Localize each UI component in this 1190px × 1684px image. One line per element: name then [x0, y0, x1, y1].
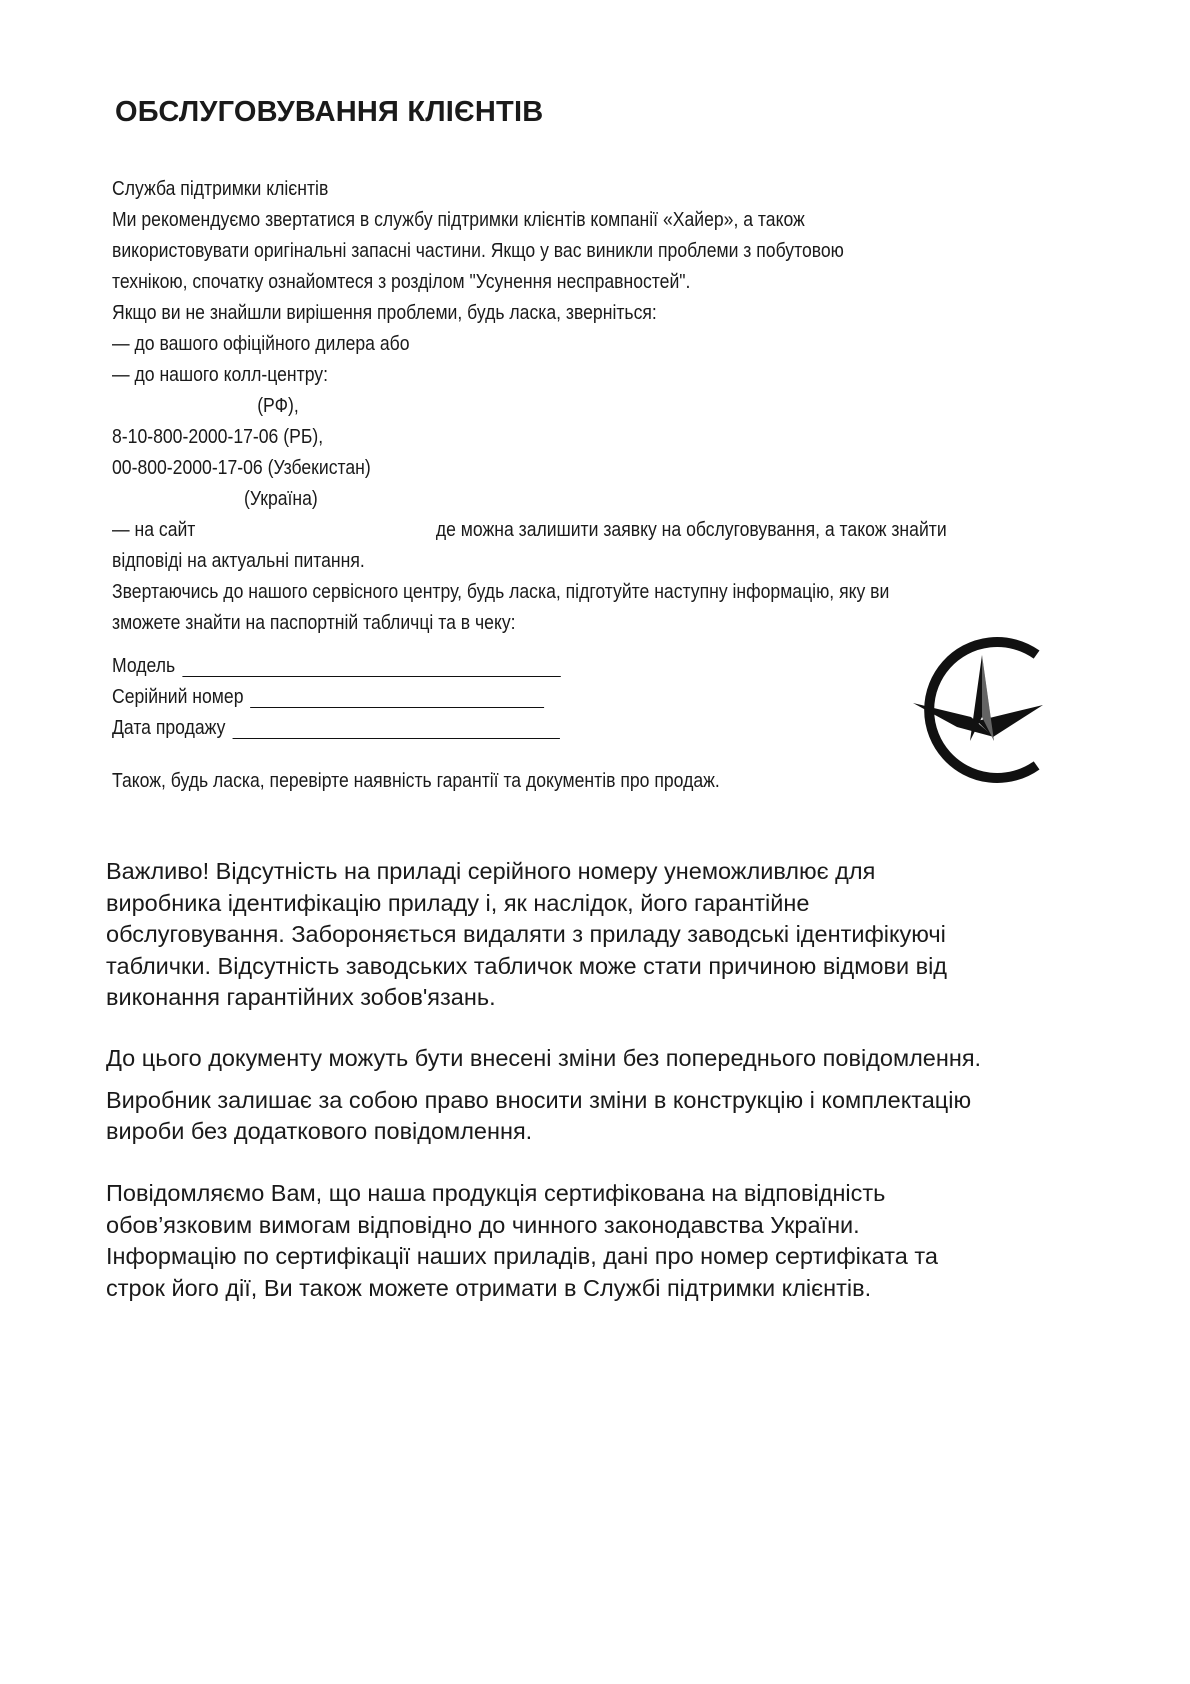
important-line: таблички. Відсутність заводських табличок може стати причиною відмови від [106, 952, 948, 979]
customer-service-section [112, 174, 992, 797]
prepare-line: зможете знайти на паспортній табличці та в чеку: [112, 612, 516, 634]
prepare-line: Звертаючись до нашого сервісного центру, будь ласка, підготуйте наступну інформацію, яку ви [112, 581, 890, 603]
important-line: виконання гарантійних зобов'язань. [106, 984, 496, 1010]
changes-paragraph [106, 1043, 1106, 1148]
phone-rf: (РФ), [257, 395, 299, 417]
certification-paragraph [106, 1178, 1106, 1304]
form-row-date [112, 713, 992, 744]
cert-line: Повідомляємо Вам, що наша продукція сертифікована на відповідність [106, 1180, 886, 1206]
call-center-line: — до нашого колл-центру: [112, 364, 328, 386]
important-line: обслуговування. Забороняється видаляти з приладу заводські ідентифікуючі [106, 921, 946, 947]
page-title: ОБСЛУГОВУВАННЯ КЛІЄНТІВ [115, 96, 544, 128]
form-label-serial: Серійний номер [112, 686, 244, 708]
recommend-line: використовувати оригінальні запасні частини. Якщо у вас виникли проблеми з побутовою [112, 240, 844, 262]
phone-rb: 8-10-800-2000-17-06 (РБ), [112, 426, 324, 448]
cert-line: Інформацію по сертифікації наших приладів, дані про номер сертифіката та [106, 1243, 938, 1269]
form-label-model: Модель [112, 655, 176, 677]
site-prefix: — на сайт [112, 519, 196, 541]
recommend-line: технікою, спочатку ознайомтеся з розділом "Усунення несправностей". [112, 271, 691, 293]
phone-uz: 00-800-2000-17-06 (Узбекистан) [112, 457, 371, 479]
cert-line: строк його дії, Ви також можете отримати в Службі підтримки клієнтів. [106, 1274, 872, 1301]
form-row-serial [112, 682, 992, 713]
form-row-model [112, 651, 992, 682]
ukrainian-conformity-mark-icon [895, 633, 1055, 788]
changes-line: вироби без додаткового повідомлення. [106, 1118, 533, 1144]
dealer-line: — до вашого офіційного дилера або [112, 333, 410, 355]
cert-line: обов’язковим вимогам відповідно до чинного законодавства України. [106, 1211, 860, 1238]
serial-blank-line [251, 685, 545, 708]
recommend-line: Ми рекомендуємо звертатися в службу підтримки клієнтів компанії «Хайер», а також [112, 209, 805, 231]
important-line: виробника ідентифікацію приладу і, як наслідок, його гарантійне [106, 889, 810, 916]
important-paragraph [106, 856, 1106, 1014]
site-description-continued: відповіді на актуальні питання. [112, 550, 365, 572]
check-note: Також, будь ласка, перевірте наявність гарантії та документів про продаж. [112, 770, 720, 792]
site-line [112, 515, 992, 546]
changes-notice: До цього документу можуть бути внесені зміни без попереднього повідомлення. [106, 1045, 982, 1071]
changes-line: Виробник залишає за собою право вносити зміни в конструкцію і комплектацію [106, 1086, 972, 1113]
form-label-date: Дата продажу [112, 717, 226, 739]
service-heading: Служба підтримки клієнтів [112, 178, 329, 200]
phone-ua: (Україна) [244, 488, 318, 510]
date-blank-line [232, 716, 559, 739]
site-description: де можна залишити заявку на обслуговування, а також знайти [435, 519, 947, 541]
model-blank-line [182, 654, 560, 677]
important-line: Важливо! Відсутність на приладі серійного номеру унеможливлює для [106, 858, 876, 884]
not-found-line: Якщо ви не знайшли вирішення проблеми, будь ласка, зверніться: [112, 302, 657, 324]
